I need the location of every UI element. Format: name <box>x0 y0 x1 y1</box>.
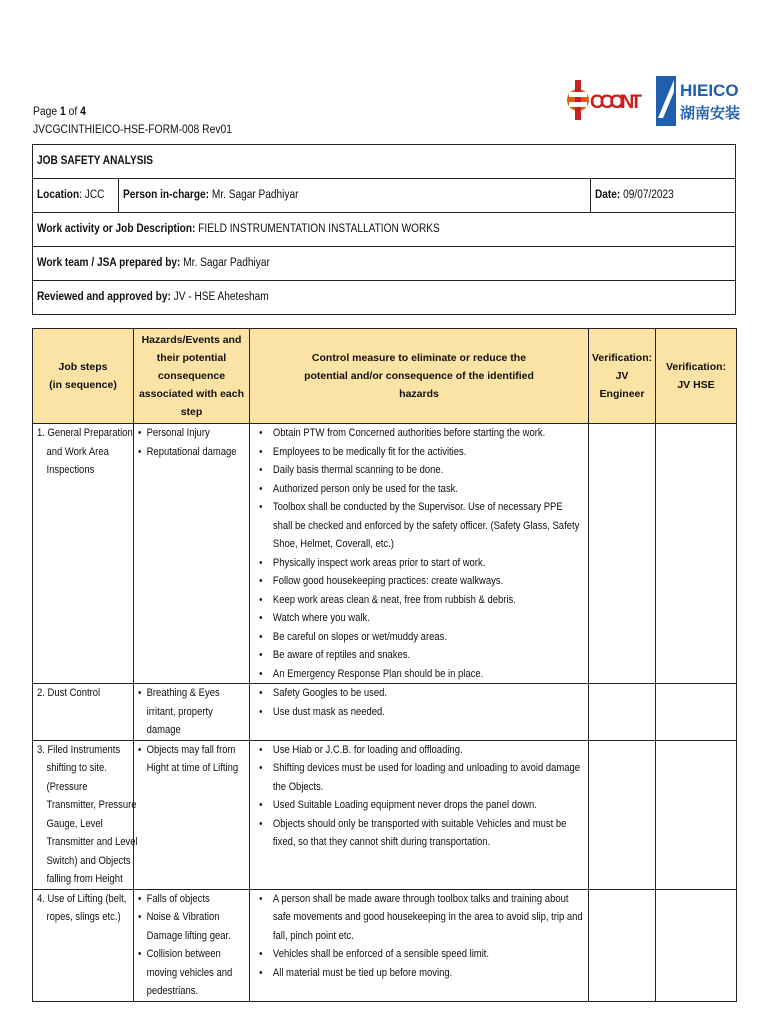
location-cell <box>33 179 119 213</box>
table-row <box>33 889 737 1001</box>
verification-hse-cell <box>656 684 737 741</box>
hazards-cell <box>134 424 250 684</box>
page-of-label: of <box>68 104 78 118</box>
work-activity-cell <box>33 213 736 247</box>
header-control-measures: Control measure to eliminate or reduce the potential and/or consequence of the identified hazards <box>250 329 589 424</box>
step-cell <box>33 684 134 741</box>
reviewed-by-cell <box>33 281 736 315</box>
page-number: 1 <box>59 104 66 118</box>
list-item: • Used Suitable Loading equipment never drops the panel down. <box>254 796 583 815</box>
list-item: • An Emergency Response Plan should be in place. <box>254 665 583 684</box>
hazards-cell <box>134 740 250 889</box>
jsa-steps-table <box>32 328 737 1002</box>
hazards-list <box>138 684 245 740</box>
person-value: Mr. Sagar Padhiyar <box>208 189 299 202</box>
hazards-cell <box>134 684 250 741</box>
reviewed-by-value: JV - HSE Ahetesham <box>170 291 269 304</box>
verification-engineer-cell <box>589 889 656 1001</box>
jsa-title: JOB SAFETY ANALYSIS <box>37 155 154 168</box>
hazards-list <box>138 424 245 461</box>
verification-hse-cell <box>656 889 737 1001</box>
verification-hse-cell <box>656 424 737 684</box>
step-cell <box>33 424 134 684</box>
list-item: • Employees to be medically fit for the activities. <box>254 443 583 462</box>
hazards-list <box>138 890 245 1001</box>
list-item: • Follow good housekeeping practices: create walkways. <box>254 572 583 591</box>
work-team-cell <box>33 247 736 281</box>
verification-engineer-cell <box>589 740 656 889</box>
controls-list <box>254 890 583 983</box>
list-item: • Be careful on slopes or wet/muddy areas. <box>254 628 583 647</box>
step-text: 1. General Preparation and Work Area Inspections <box>37 427 133 476</box>
header-hazards: Hazards/Events and their potential consequence associated with each step <box>134 329 250 424</box>
work-activity-value: FIELD INSTRUMENTATION INSTALLATION WORKS <box>195 223 440 236</box>
verification-engineer-cell <box>589 424 656 684</box>
list-item: • Be aware of reptiles and snakes. <box>254 646 583 665</box>
table-header-row <box>33 329 737 424</box>
verification-engineer-cell <box>589 684 656 741</box>
location-label: Location <box>37 189 80 202</box>
cccint-logo <box>566 74 642 126</box>
header-verification-hse: Verification: JV HSE <box>656 329 737 424</box>
page-label: Page <box>33 104 58 118</box>
hazards-list <box>138 741 245 778</box>
svg-text:湖南安装: 湖南安装 <box>680 104 741 122</box>
verification-hse-cell <box>656 740 737 889</box>
controls-list <box>254 741 583 852</box>
list-item: • Safety Googles to be used. <box>254 684 583 703</box>
list-item: • Physically inspect work areas prior to start of work. <box>254 554 583 573</box>
list-item: • Vehicles shall be enforced of a sensible speed limit. <box>254 945 583 964</box>
person-in-charge-cell <box>118 179 590 213</box>
list-item: • Objects should only be transported with suitable Vehicles and must be fixed, so that they cannot shift during transportation. <box>254 815 583 852</box>
table-row <box>33 424 737 684</box>
hazards-cell <box>134 889 250 1001</box>
step-text: 2. Dust Control <box>37 687 101 699</box>
svg-text:CCCINT: CCCINT <box>590 92 642 113</box>
jsa-info-table <box>32 144 736 315</box>
header-job-steps: Job steps (in sequence) <box>33 329 134 424</box>
list-item: • Falls of objects <box>138 890 245 909</box>
list-item: • Objects may fall from Hight at time of Lifting <box>138 741 245 778</box>
controls-cell <box>250 740 589 889</box>
work-team-label: Work team / JSA prepared by: <box>37 257 181 270</box>
hieico-logo <box>654 72 768 128</box>
jsa-title-cell <box>33 145 736 179</box>
step-text: 4. Use of Lifting (belt, ropes, slings etc.) <box>37 892 127 923</box>
date-value: 09/07/2023 <box>620 189 674 202</box>
step-cell <box>33 740 138 889</box>
list-item: • Obtain PTW from Concerned authorities before starting the work. <box>254 424 583 443</box>
list-item: • Watch where you walk. <box>254 609 583 628</box>
list-item: • A person shall be made aware through toolbox talks and training about safe movements and good housekeeping in the area to avoid slip, trip and fall, pinch point etc. <box>254 890 583 946</box>
controls-list <box>254 424 583 683</box>
list-item: • Breathing & Eyes irritant, property damage <box>138 684 245 740</box>
list-item: • Reputational damage <box>138 443 245 462</box>
date-label: Date: <box>595 189 621 202</box>
table-row <box>33 684 737 741</box>
list-item: • Use dust mask as needed. <box>254 703 583 722</box>
svg-text:HIEICO: HIEICO <box>680 81 739 100</box>
list-item: • Toolbox shall be conducted by the Supervisor. Use of necessary PPE shall be checked and enforced by the safety officer. (Safety Glass, Safety Shoe, Helmet, Coverall, etc.) <box>254 498 583 554</box>
work-team-value: Mr. Sagar Padhiyar <box>180 257 270 270</box>
controls-list <box>254 684 583 721</box>
company-logos <box>566 70 768 130</box>
header-verification-engineer: Verification: JV Engineer <box>589 329 656 424</box>
table-row <box>33 740 737 889</box>
date-cell <box>591 179 736 213</box>
list-item: • Keep work areas clean & neat, free from rubbish & debris. <box>254 591 583 610</box>
list-item: • All material must be tied up before moving. <box>254 964 583 983</box>
controls-cell <box>250 684 589 741</box>
person-label: Person in-charge: <box>122 189 209 202</box>
step-text: 3. Filed Instruments shifting to site. (Pressure Transmitter, Pressure Gauge, Level Transmitter and Level Switch) and Objects falling from Height <box>37 743 138 885</box>
controls-cell <box>250 424 589 684</box>
list-item: • Collision between moving vehicles and pedestrians. <box>138 945 245 1001</box>
list-item: • Shifting devices must be used for loading and unloading to avoid damage the Objects. <box>254 759 583 796</box>
list-item: • Daily basis thermal scanning to be done. <box>254 461 583 480</box>
page-header <box>33 102 232 138</box>
list-item: • Personal Injury <box>138 424 245 443</box>
step-cell <box>33 889 134 1001</box>
page-number-line <box>33 102 232 120</box>
list-item: • Authorized person only be used for the task. <box>254 480 583 499</box>
form-code: JVCGCINTHIEICO-HSE-FORM-008 Rev01 <box>33 122 232 136</box>
list-item: • Use Hiab or J.C.B. for loading and offloading. <box>254 741 583 760</box>
page-total: 4 <box>80 104 86 118</box>
work-activity-label: Work activity or Job Description: <box>37 223 196 236</box>
list-item: • Noise & Vibration Damage lifting gear. <box>138 908 245 945</box>
location-value: : JCC <box>79 189 105 202</box>
controls-cell <box>250 889 589 1001</box>
reviewed-by-label: Reviewed and approved by: <box>37 291 171 304</box>
